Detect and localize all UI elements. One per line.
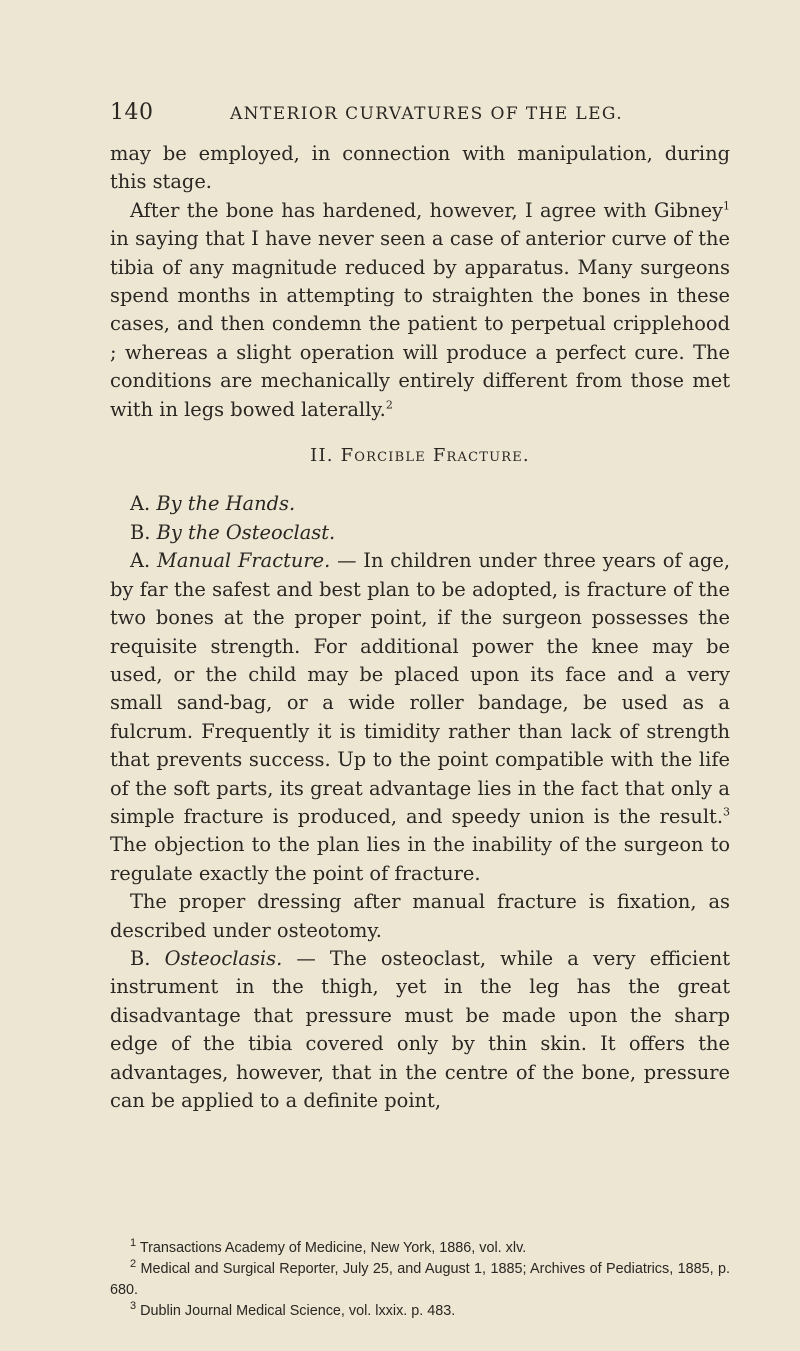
osteoclasis-heading: Osteoclasis.	[164, 946, 283, 970]
footnote-ref-3: 3	[723, 805, 730, 819]
paragraph-continuation: may be employed, in connection with manipulation, during this stage.	[110, 142, 730, 194]
paragraph-gibney: After the bone has hardened, however, I agree with Gibney$^1$ in saying that I have never seen a case of anterior curve of the tibia of any magnitude reduced by apparatus. Many surgeons spend months in attempting to straighten the bones in these cases, and then condemn the patient to perpetual cripplehood ; whereas a slight operation will produce a perfect cure. The conditions are mechanically entirely different from those met with in legs bowed laterally.$^2$	[110, 198, 730, 421]
footnote-1: $^1$ Transactions Academy of Medicine, New York, 1886, vol. xlv.	[130, 1237, 527, 1256]
footnote-ref-1: 1	[723, 199, 730, 213]
footnote-3: $^3$ Dublin Journal Medical Science, vol. lxxix. p. 483.	[130, 1300, 456, 1319]
page-header	[110, 100, 730, 130]
page-number: 140	[110, 100, 154, 125]
footnote-2: $^2$ Medical and Surgical Reporter, July 25, and August 1, 1885; Archives of Pediatrics, 1885, p. 680.	[110, 1258, 730, 1298]
manual-fracture-heading: Manual Fracture.	[156, 549, 331, 573]
page-body	[110, 140, 730, 1115]
footnote-ref-2: 2	[385, 398, 393, 412]
paragraph-osteoclasis: B. Osteoclasis. — The osteoclast, while a very efficient instrument in the thigh, yet in the leg has the great disadvantage that pressure must be made upon the sharp edge of the tibia covered only by thin skin. It offers the advantages, however, that in the centre of the bone, pressure can be applied to a definite point,	[110, 946, 730, 1112]
footnotes	[110, 1238, 730, 1322]
list-item-hands: A. By the Hands.	[130, 492, 296, 516]
list-item-osteoclast: B. By the Osteoclast.	[130, 520, 336, 544]
paragraph-manual-fracture: A. Manual Fracture. — In children under three years of age, by far the safest and best plan to be adopted, is fracture of the two bones at the proper point, if the surgeon possesses the requisite strength. For additional power the knee may be used, or the child may be placed upon its face and a very small sand-bag, or a wide roller bandage, be used as a fulcrum. Frequently it is timidity rather than lack of strength that prevents success. Up to the point compatible with the life of the soft parts, its great advantage lies in the fact that only a simple fracture is produced, and speedy union is the result.$^3$ The objection to the plan lies in the inability of the surgeon to regulate exactly the point of fracture.	[110, 549, 730, 885]
running-title: ANTERIOR CURVATURES OF THE LEG.	[230, 104, 624, 124]
section-title: II. Forcible Fracture.	[310, 445, 530, 467]
paragraph-dressing: The proper dressing after manual fracture is fixation, as described under osteotomy.	[110, 890, 730, 942]
